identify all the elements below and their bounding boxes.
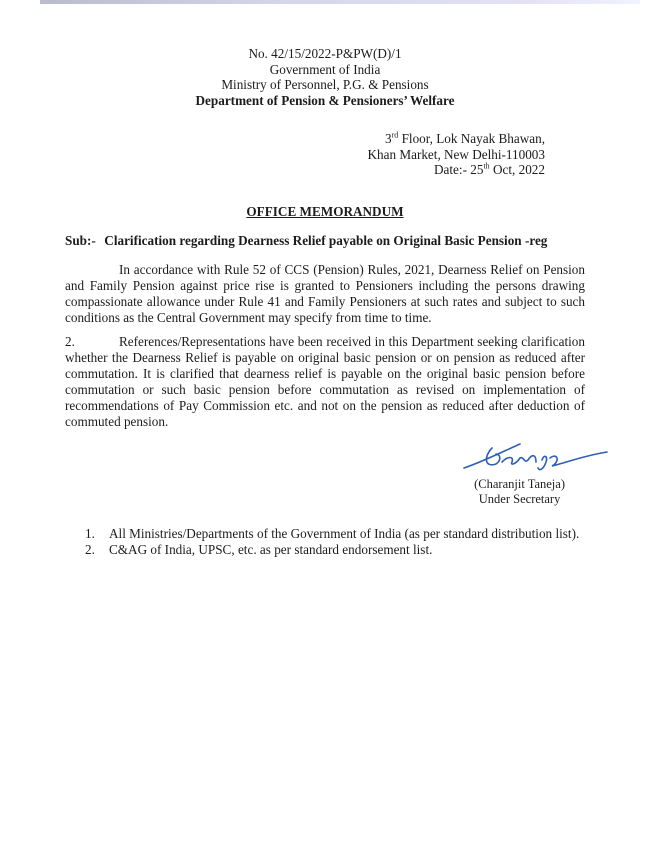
subject-text: Clarification regarding Dearness Relief payable on Original Basic Pension -reg: [104, 233, 548, 248]
address-line-1: [368, 131, 546, 147]
file-number: No. 42/15/2022-P&PW(D)/1: [248, 46, 402, 61]
paragraph-1: [65, 262, 585, 326]
memo-title: OFFICE MEMORANDUM: [246, 204, 404, 219]
paragraph-2-text: References/Representations have been received in this Department seeking clarification whether the Dearness Relief is payable on original basic pension or on pension as reduced after commutation. It is clarified that dearness relief is payable on the original basic pension before commutation or such basic pension before commutation as revised on implementation of recommendations of Pay Commission etc. and not on the pension as reduced after deduction of commuted pension.: [65, 334, 585, 429]
floor-number: 3: [385, 131, 392, 146]
paragraph-2-number: 2.: [65, 334, 75, 349]
memo-subject: [65, 233, 547, 249]
item-number: 2.: [85, 542, 95, 557]
date-suffix: th: [483, 161, 490, 171]
signature-icon: [462, 438, 612, 478]
department-name: Department of Pension & Pensioners’ Welfare: [195, 92, 455, 108]
item-text: All Ministries/Departments of the Government of India (as per standard distribution list).: [109, 526, 580, 541]
memo-date: [368, 162, 546, 178]
government-name: Government of India: [269, 61, 381, 77]
address-line-2: Khan Market, New Delhi-110003: [367, 146, 545, 162]
ministry-name: Ministry of Personnel, P.G. & Pensions: [221, 77, 429, 92]
date-rest: Oct, 2022: [489, 162, 545, 177]
paragraph-1-text: In accordance with Rule 52 of CCS (Pension) Rules, 2021, Dearness Relief on Pension and Family Pension against price rise is granted to Pensioners including the persons drawing compassionate allowance under Rule 41 and Family Pensioners at such rates and subject to such conditions as the Central Government may specify from time to time.: [65, 262, 585, 325]
distribution-list: [85, 526, 579, 558]
scan-top-edge: [40, 0, 640, 4]
floor-rest: Floor, Lok Nayak Bhawan,: [398, 131, 545, 146]
floor-suffix: rd: [391, 130, 399, 140]
office-address: [368, 131, 546, 178]
letterhead: [0, 46, 650, 108]
distribution-item: [85, 542, 579, 558]
paragraph-2: [65, 334, 585, 430]
item-number: 1.: [85, 526, 95, 541]
signatory-name: (Charanjit Taneja): [474, 477, 565, 491]
item-text: C&AG of India, UPSC, etc. as per standard endorsement list.: [109, 542, 433, 557]
subject-label: Sub:-: [65, 233, 96, 248]
distribution-item: [85, 526, 579, 542]
signatory-designation: Under Secretary: [478, 492, 561, 506]
date-prefix: Date:- 25: [434, 162, 484, 177]
signatory-block: [474, 477, 565, 507]
